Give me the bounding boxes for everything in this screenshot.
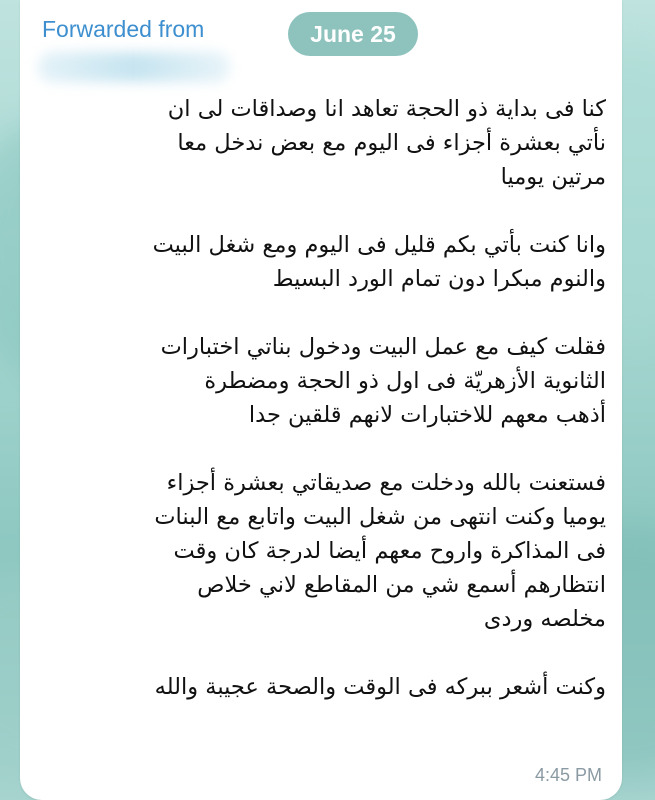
message-line: وكنت أشعر ببركه فى الوقت والصحة عجيبة والله — [154, 674, 606, 700]
message-line: والنوم مبكرا دون تمام الورد البسيط — [272, 266, 606, 292]
message-line: مخلصه وردى — [483, 606, 606, 632]
message-line: مرتين يوميا — [500, 164, 606, 190]
message-line: وانا كنت بأتي بكم قليل فى اليوم ومع شغل البيت — [152, 232, 606, 258]
forwarded-sender-name-redacted[interactable] — [38, 52, 230, 82]
message-line: فقلت كيف مع عمل البيت ودخول بناتي اختبارات — [160, 334, 606, 360]
message-paragraph — [38, 466, 606, 636]
message-line: نأتي بعشرة أجزاء فى اليوم مع بعض ندخل معا — [177, 130, 606, 156]
message-line: انتظارهم أسمع شي من المقاطع لاني خلاص — [197, 572, 606, 598]
message-line: يوميا وكنت انتهى من شغل البيت واتابع مع البنات — [154, 504, 606, 530]
forwarded-from-label[interactable]: Forwarded from — [42, 16, 205, 42]
message-line: أذهب معهم للاختبارات لانهم قلقين جدا — [248, 402, 606, 428]
message-line: كنا فى بداية ذو الحجة تعاهد انا وصداقات لى ان — [167, 96, 606, 122]
message-text — [38, 92, 606, 704]
date-badge: June 25 — [288, 12, 418, 56]
message-timestamp: 4:45 PM — [534, 765, 602, 785]
message-line: الثانوية الأزهريّة فى اول ذو الحجة ومضطرة — [204, 368, 606, 394]
message-paragraph — [38, 92, 606, 194]
message-paragraph — [38, 330, 606, 432]
message-paragraph — [38, 670, 606, 704]
message-paragraph — [38, 228, 606, 296]
message-bubble[interactable] — [20, 0, 622, 800]
message-line: فى المذاكرة واروح معهم أيضا لدرجة كان وقت — [173, 538, 606, 564]
message-line: فستعنت بالله ودخلت مع صديقاتي بعشرة أجزاء — [166, 470, 606, 496]
